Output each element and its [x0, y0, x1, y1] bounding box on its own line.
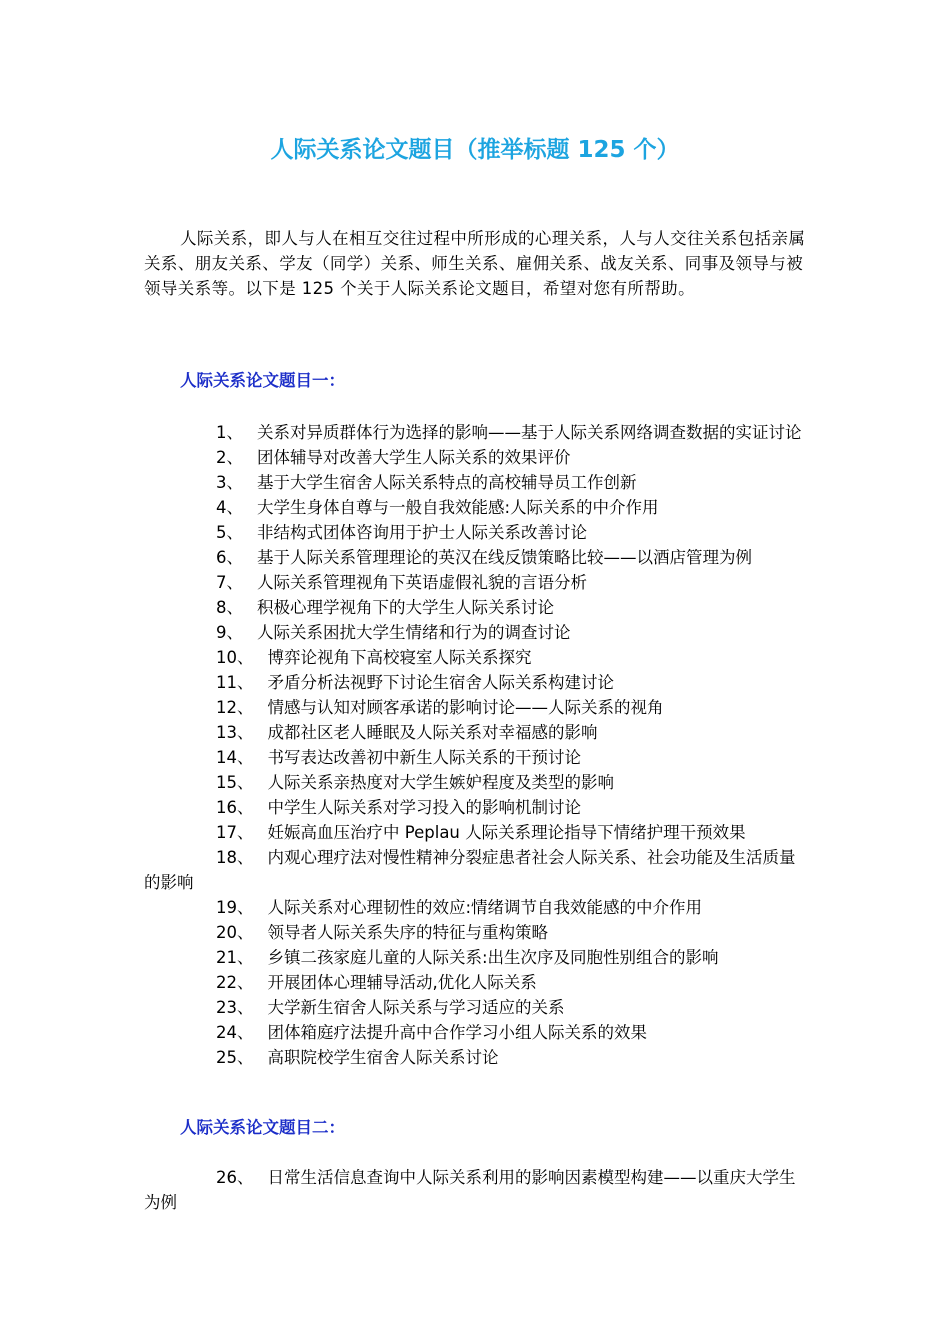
- item-number: 16、: [216, 798, 254, 817]
- item-text: 大学生身体自尊与一般自我效能感:人际关系的中介作用: [257, 498, 659, 517]
- title-list-item: [144, 1020, 808, 1045]
- item-number: 4、: [216, 498, 243, 517]
- item-text: 积极心理学视角下的大学生人际关系讨论: [257, 598, 554, 617]
- item-number: 6、: [216, 548, 243, 567]
- item-number: 23、: [216, 998, 254, 1017]
- title-list-item: [144, 695, 808, 720]
- title-list-item: [144, 820, 808, 845]
- item-text: 书写表达改善初中新生人际关系的干预讨论: [267, 748, 581, 767]
- item-text: 开展团体心理辅导活动,优化人际关系: [267, 973, 537, 992]
- title-list-item: [144, 495, 808, 520]
- item-text: 中学生人际关系对学习投入的影响机制讨论: [267, 798, 581, 817]
- title-list-item: [144, 645, 808, 670]
- item-text: 乡镇二孩家庭儿童的人际关系:出生次序及同胞性别组合的影响: [267, 948, 719, 967]
- item-number: 2、: [216, 448, 243, 467]
- item-text: 矛盾分析法视野下讨论生宿舍人际关系构建讨论: [267, 673, 614, 692]
- item-number: 22、: [216, 973, 254, 992]
- item-text: 博弈论视角下高校寝室人际关系探究: [267, 648, 532, 667]
- title-list-item: [144, 895, 808, 920]
- item-number: 7、: [216, 573, 243, 592]
- item-text: 关系对异质群体行为选择的影响——基于人际关系网络调查数据的实证讨论: [257, 423, 802, 442]
- item-text: 高职院校学生宿舍人际关系讨论: [267, 1048, 499, 1067]
- item-number: 5、: [216, 523, 243, 542]
- section-heading-2: 人际关系论文题目二：: [180, 1118, 345, 1137]
- title-list-item: [144, 745, 808, 770]
- item-text: 人际关系困扰大学生情绪和行为的调查讨论: [257, 623, 571, 642]
- title-list-item: [144, 845, 808, 895]
- item-number: 9、: [216, 623, 243, 642]
- title-list-item: [144, 920, 808, 945]
- title-list-item: [144, 770, 808, 795]
- title-list-item: [144, 795, 808, 820]
- title-list-item: [144, 670, 808, 695]
- title-list-item: [144, 720, 808, 745]
- document-title: 人际关系论文题目（推举标题 125 个）: [270, 137, 680, 163]
- item-number: 15、: [216, 773, 254, 792]
- item-text: 妊娠高血压治疗中 Peplau 人际关系理论指导下情绪护理干预效果: [267, 823, 746, 842]
- item-text: 人际关系对心理韧性的效应:情绪调节自我效能感的中介作用: [267, 898, 703, 917]
- title-list-item: [144, 995, 808, 1020]
- title-list-item: [144, 520, 808, 545]
- intro-paragraph: 人际关系，即人与人在相互交往过程中所形成的心理关系，人与人交往关系包括亲属关系、朋友关系、学友（同学）关系、师生关系、雇佣关系、战友关系、同事及领导与被领导关系等。以下是 125 个关于人际关系论文题目，希望对您有所帮助。: [144, 229, 806, 298]
- item-number: 20、: [216, 923, 254, 942]
- section-heading-1: 人际关系论文题目一：: [180, 371, 345, 390]
- item-text: 团体箱庭疗法提升高中合作学习小组人际关系的效果: [267, 1023, 647, 1042]
- title-list-item: [144, 595, 808, 620]
- item-text: 日常生活信息查询中人际关系利用的影响因素模型构建——以重庆大学生为例: [144, 1168, 796, 1212]
- item-number: 18、: [216, 848, 254, 867]
- title-list-item: [144, 570, 808, 595]
- item-number: 3、: [216, 473, 243, 492]
- item-text: 基于人际关系管理理论的英汉在线反馈策略比较——以酒店管理为例: [257, 548, 752, 567]
- title-list-item: [144, 1045, 808, 1070]
- item-text: 情感与认知对顾客承诺的影响讨论——人际关系的视角: [267, 698, 664, 717]
- item-number: 13、: [216, 723, 254, 742]
- item-number: 10、: [216, 648, 254, 667]
- item-number: 24、: [216, 1023, 254, 1042]
- title-list-item: [144, 420, 808, 445]
- item-text: 人际关系亲热度对大学生嫉妒程度及类型的影响: [267, 773, 614, 792]
- item-number: 17、: [216, 823, 254, 842]
- title-list-item: [144, 620, 808, 645]
- item-number: 25、: [216, 1048, 254, 1067]
- item-number: 8、: [216, 598, 243, 617]
- item-number: 1、: [216, 423, 243, 442]
- item-text: 领导者人际关系失序的特征与重构策略: [267, 923, 548, 942]
- item-text: 基于大学生宿舍人际关系特点的高校辅导员工作创新: [257, 473, 637, 492]
- section-1-title-list: [144, 420, 808, 1070]
- section-2-title-list: [144, 1165, 808, 1215]
- item-text: 非结构式团体咨询用于护士人际关系改善讨论: [257, 523, 587, 542]
- title-list-item: [144, 945, 808, 970]
- title-list-item: [144, 1165, 808, 1215]
- title-list-item: [144, 470, 808, 495]
- item-number: 26、: [216, 1168, 254, 1187]
- title-list-item: [144, 445, 808, 470]
- item-number: 21、: [216, 948, 254, 967]
- item-text: 成都社区老人睡眠及人际关系对幸福感的影响: [267, 723, 598, 742]
- item-number: 19、: [216, 898, 254, 917]
- item-text: 团体辅导对改善大学生人际关系的效果评价: [257, 448, 571, 467]
- item-number: 14、: [216, 748, 254, 767]
- item-text: 大学新生宿舍人际关系与学习适应的关系: [267, 998, 565, 1017]
- item-number: 12、: [216, 698, 254, 717]
- item-text: 人际关系管理视角下英语虚假礼貌的言语分析: [257, 573, 587, 592]
- title-list-item: [144, 545, 808, 570]
- item-text: 内观心理疗法对慢性精神分裂症患者社会人际关系、社会功能及生活质量的影响: [144, 848, 796, 892]
- item-number: 11、: [216, 673, 254, 692]
- title-list-item: [144, 970, 808, 995]
